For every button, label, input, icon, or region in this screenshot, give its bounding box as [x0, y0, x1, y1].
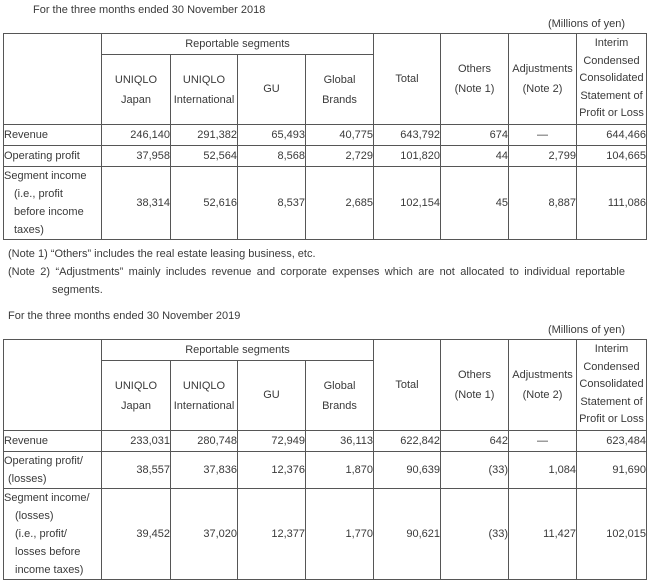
- value-cell: 1,870: [306, 452, 374, 489]
- header-row-top: [4, 340, 647, 361]
- value-cell: 102,154: [374, 167, 441, 240]
- segment-table-2018: [3, 33, 647, 240]
- col-header-total: Total: [374, 340, 441, 431]
- value-cell: 12,376: [238, 452, 306, 489]
- value-cell: 1,770: [306, 489, 374, 580]
- reportable-segments-header: Reportable segments: [102, 34, 374, 55]
- col-header-others: Others (Note 1): [441, 34, 509, 125]
- col-header-interim-statement: Interim Condensed Consolidated Statement of Profit or Loss: [577, 340, 647, 431]
- value-cell: 52,564: [171, 146, 238, 167]
- value-cell: 623,484: [577, 431, 647, 452]
- value-cell: 2,685: [306, 167, 374, 240]
- value-cell: 36,113: [306, 431, 374, 452]
- col-header-gu: GU: [238, 55, 306, 125]
- value-cell: 44: [441, 146, 509, 167]
- value-cell: 37,958: [102, 146, 171, 167]
- value-cell: 2,799: [509, 146, 577, 167]
- value-cell: 8,568: [238, 146, 306, 167]
- value-cell: 38,557: [102, 452, 171, 489]
- value-cell: 104,665: [577, 146, 647, 167]
- col-header-uniqlo-international: UNIQLO International: [171, 361, 238, 431]
- value-cell: 39,452: [102, 489, 171, 580]
- value-cell-dash: —: [509, 431, 577, 452]
- value-cell: 644,466: [577, 125, 647, 146]
- row-label: Operating profit: [4, 146, 102, 167]
- note-2-line-1: (Note 2) “Adjustments” mainly includes revenue and corporate expenses which are not allocated to individual reportable: [8, 266, 625, 278]
- note-2-line-2: segments.: [52, 284, 103, 296]
- value-cell: (33): [441, 452, 509, 489]
- value-cell: 102,015: [577, 489, 647, 580]
- table-row-operating-profit-losses: [4, 452, 647, 489]
- value-cell: 291,382: [171, 125, 238, 146]
- value-cell: 72,949: [238, 431, 306, 452]
- row-label: Operating profit/ (losses): [4, 452, 102, 489]
- value-cell: 37,020: [171, 489, 238, 580]
- value-cell: (33): [441, 489, 509, 580]
- table-row-segment-income-losses: [4, 489, 647, 580]
- value-cell: 38,314: [102, 167, 171, 240]
- value-cell-dash: —: [509, 125, 577, 146]
- table-row-operating-profit: [4, 146, 647, 167]
- row-label: Segment income/ (losses) (i.e., profit/ losses before income taxes): [4, 489, 102, 580]
- col-header-others: Others (Note 1): [441, 340, 509, 431]
- corner-cell: [4, 34, 102, 125]
- value-cell: 91,690: [577, 452, 647, 489]
- value-cell: 642: [441, 431, 509, 452]
- value-cell: 101,820: [374, 146, 441, 167]
- col-header-global-brands: Global Brands: [306, 55, 374, 125]
- table-row-revenue: [4, 125, 647, 146]
- footnotes: [8, 245, 625, 299]
- table-title-2019: For the three months ended 30 November 2019: [8, 310, 241, 322]
- table-title-2018: For the three months ended 30 November 2018: [33, 4, 266, 16]
- value-cell: 52,616: [171, 167, 238, 240]
- row-label: Segment income (i.e., profit before income taxes): [4, 167, 102, 240]
- col-header-adjustments: Adjustments (Note 2): [509, 340, 577, 431]
- value-cell: 643,792: [374, 125, 441, 146]
- value-cell: 1,084: [509, 452, 577, 489]
- value-cell: 246,140: [102, 125, 171, 146]
- value-cell: 40,775: [306, 125, 374, 146]
- col-header-adjustments: Adjustments (Note 2): [509, 34, 577, 125]
- value-cell: 65,493: [238, 125, 306, 146]
- corner-cell: [4, 340, 102, 431]
- col-header-interim-statement: Interim Condensed Consolidated Statement of Profit or Loss: [577, 34, 647, 125]
- value-cell: 90,621: [374, 489, 441, 580]
- row-label: Revenue: [4, 431, 102, 452]
- value-cell: 8,887: [509, 167, 577, 240]
- value-cell: 11,427: [509, 489, 577, 580]
- col-header-total: Total: [374, 34, 441, 125]
- value-cell: 8,537: [238, 167, 306, 240]
- col-header-uniqlo-international: UNIQLO International: [171, 55, 238, 125]
- value-cell: 45: [441, 167, 509, 240]
- note-1: (Note 1) “Others” includes the real estate leasing business, etc.: [8, 248, 316, 260]
- value-cell: 111,086: [577, 167, 647, 240]
- value-cell: 37,836: [171, 452, 238, 489]
- value-cell: 674: [441, 125, 509, 146]
- table-row-segment-income: [4, 167, 647, 240]
- value-cell: 12,377: [238, 489, 306, 580]
- table-row-revenue: [4, 431, 647, 452]
- row-label: Revenue: [4, 125, 102, 146]
- col-header-uniqlo-japan: UNIQLO Japan: [102, 361, 171, 431]
- col-header-uniqlo-japan: UNIQLO Japan: [102, 55, 171, 125]
- value-cell: 233,031: [102, 431, 171, 452]
- value-cell: 90,639: [374, 452, 441, 489]
- value-cell: 2,729: [306, 146, 374, 167]
- units-label: (Millions of yen): [547, 18, 625, 30]
- units-label: (Millions of yen): [547, 324, 625, 336]
- value-cell: 622,842: [374, 431, 441, 452]
- reportable-segments-header: Reportable segments: [102, 340, 374, 361]
- value-cell: 280,748: [171, 431, 238, 452]
- header-row-top: [4, 34, 647, 55]
- col-header-global-brands: Global Brands: [306, 361, 374, 431]
- segment-table-2019: [3, 339, 647, 580]
- col-header-gu: GU: [238, 361, 306, 431]
